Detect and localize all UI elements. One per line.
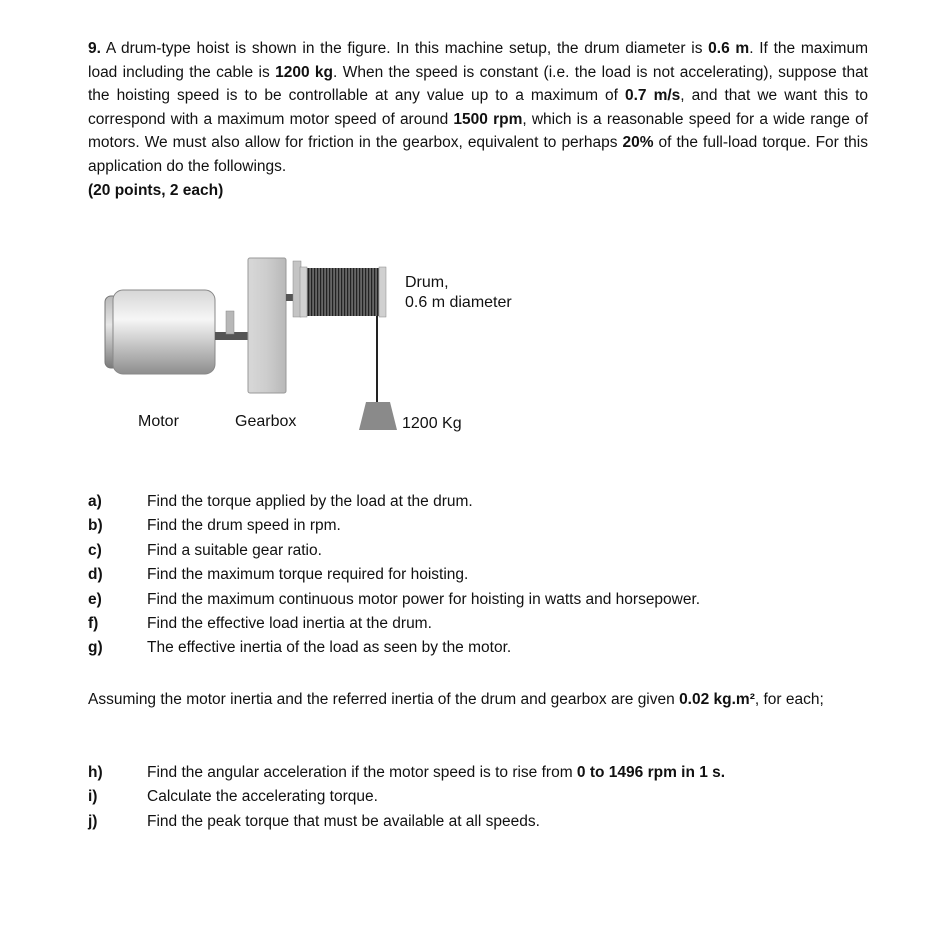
drum-diameter-value: 0.6 m xyxy=(708,40,750,57)
drum xyxy=(300,267,386,317)
question-label: c) xyxy=(88,541,102,559)
hoist-figure xyxy=(95,250,555,450)
max-load-value: 1200 kg xyxy=(275,63,334,81)
question-label: i) xyxy=(88,788,98,806)
motor-label: Motor xyxy=(138,413,179,430)
gearbox-body xyxy=(248,258,286,393)
assumption-paragraph xyxy=(88,688,868,712)
drum-label-2: 0.6 m diameter xyxy=(405,294,512,311)
assumption-text: Assuming the motor inertia and the referred inertia of the drum and gearbox are given xyxy=(88,691,675,708)
question-text: Find the maximum torque required for hoisting. xyxy=(147,566,469,584)
motor-speed-value: 1500 rpm xyxy=(453,110,523,128)
problem-number: 9. xyxy=(88,40,101,57)
hoist-speed-value: 0.7 m/s xyxy=(625,87,681,105)
assumption-tail: , for each; xyxy=(754,691,824,708)
question-label: j) xyxy=(88,812,98,830)
question-text: The effective inertia of the load as seen by the motor. xyxy=(147,639,512,657)
problem-text-1: A drum-type hoist is shown in the figure. In this machine setup, the drum diameter is xyxy=(105,40,703,57)
question-label: g) xyxy=(88,639,103,657)
problem-text-2: . If the maximum load including the cable is xyxy=(88,40,869,81)
question-text: Find the peak torque that must be available at all speeds. xyxy=(147,812,540,830)
question-text: Calculate the accelerating torque. xyxy=(147,788,378,806)
problem-statement xyxy=(88,37,868,202)
problem-text-4: , and that we want this to correspond with a maximum motor speed of around xyxy=(88,87,869,128)
gearbox-label: Gearbox xyxy=(235,413,297,430)
question-bold: 0 to 1496 rpm in 1 s. xyxy=(576,764,726,781)
question-text: Find the maximum continuous motor power for hoisting in watts and horsepower. xyxy=(147,590,701,608)
problem-text-3: . When the speed is constant (i.e. the load is not accelerating), suppose that the hoisting speed is to be controllable at any value up to a maximum of xyxy=(88,63,868,105)
friction-value: 20% xyxy=(622,134,654,152)
question-text-wrap xyxy=(147,761,725,785)
motor-body xyxy=(105,290,215,374)
question-text: Find the angular acceleration if the motor speed is to rise from xyxy=(147,764,573,781)
question-label: h) xyxy=(88,764,103,781)
load-label: 1200 Kg xyxy=(402,415,462,432)
question-text: Find the drum speed in rpm. xyxy=(147,517,341,535)
question-text: Find the torque applied by the load at the drum. xyxy=(147,493,473,510)
question-text: Find the effective load inertia at the drum. xyxy=(147,614,432,632)
load-weight xyxy=(359,402,397,430)
problem-text-5: , which is a reasonable speed for a wide range of motors. We must also allow for friction in the gearbox, equivalent to perhaps xyxy=(88,110,868,152)
points-note: (20 points, 2 each) xyxy=(88,181,224,199)
problem-text-6: of the full-load torque. For this application do the followings. xyxy=(88,134,868,175)
question-text: Find a suitable gear ratio. xyxy=(147,541,322,559)
question-label: d) xyxy=(88,566,103,584)
question-label: f) xyxy=(88,614,99,632)
question-label: a) xyxy=(88,493,102,510)
inertia-value: 0.02 kg.m² xyxy=(679,691,755,708)
question-label: e) xyxy=(88,590,102,608)
question-label: b) xyxy=(88,517,103,535)
drum-label-1: Drum, xyxy=(405,274,449,291)
